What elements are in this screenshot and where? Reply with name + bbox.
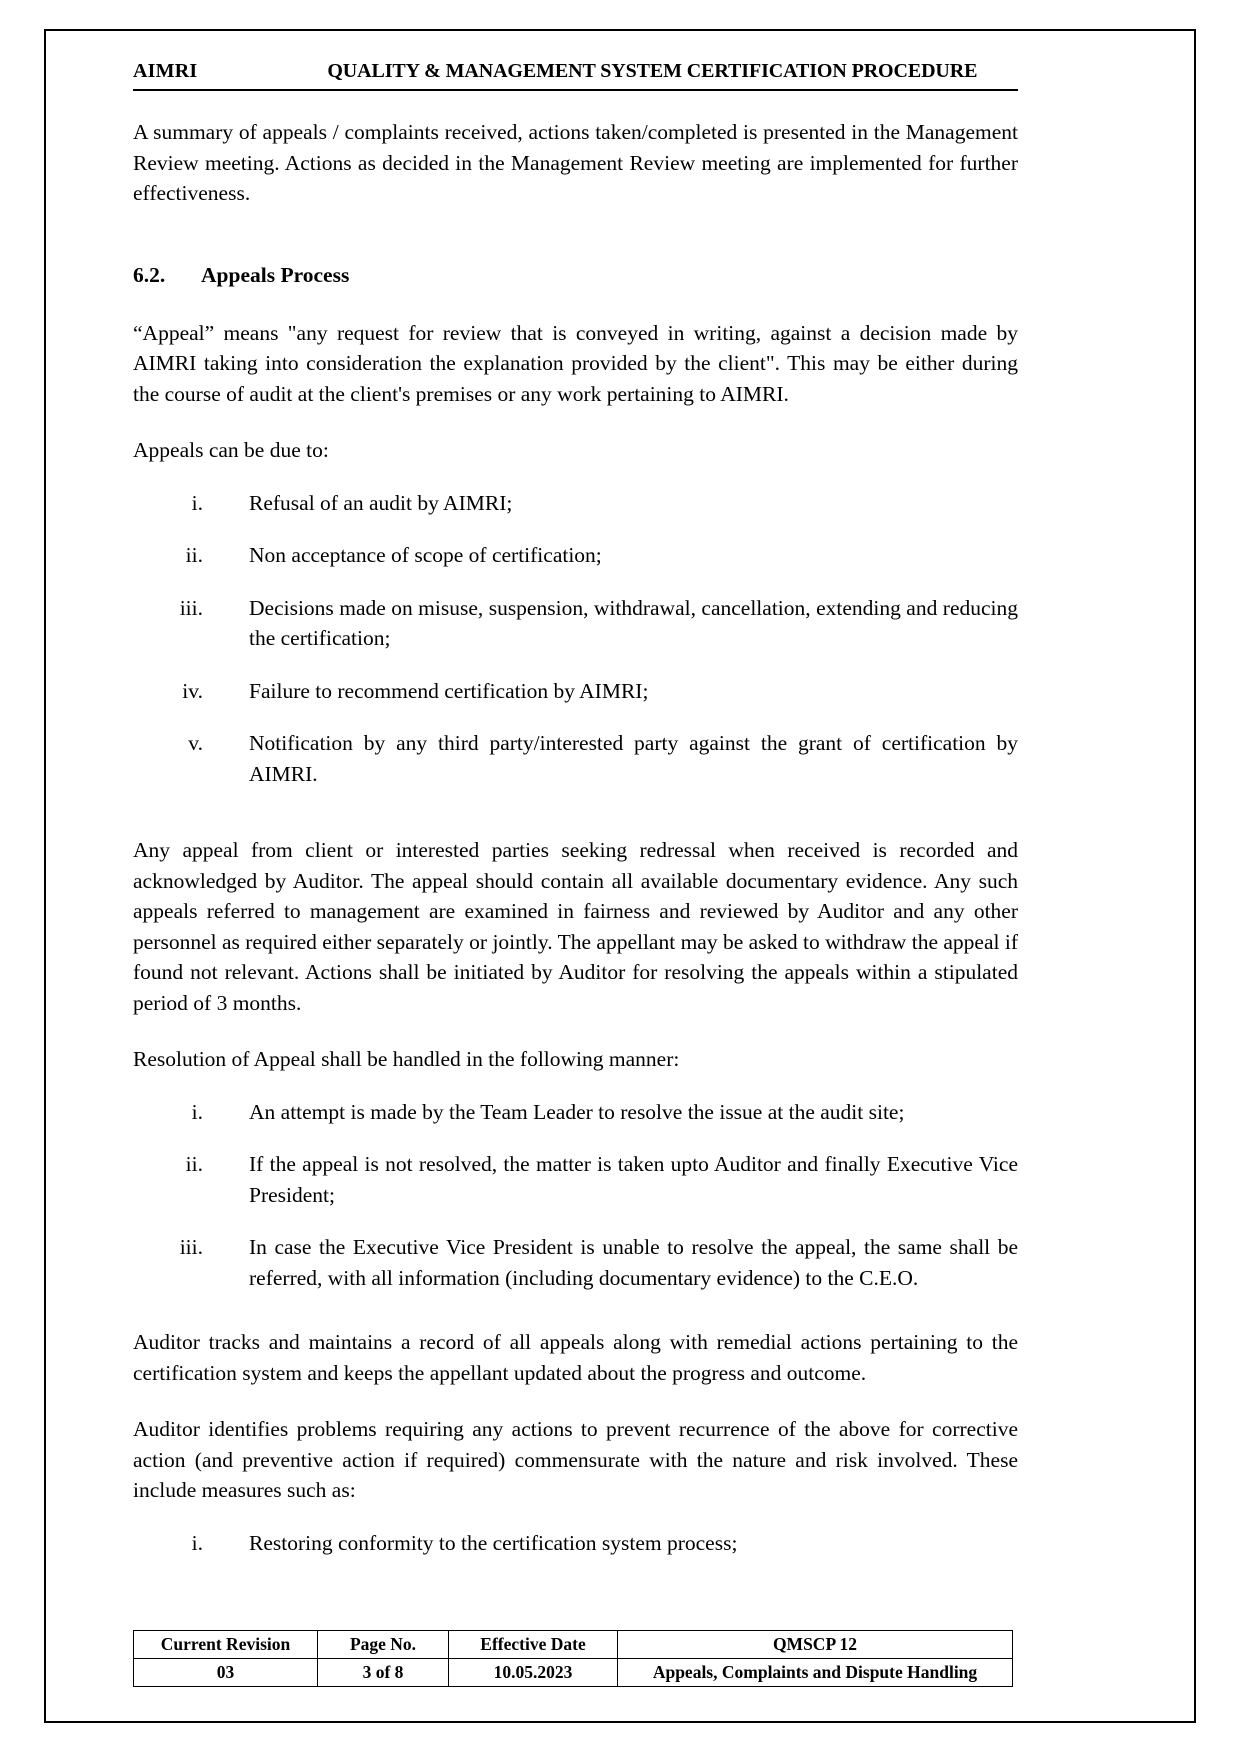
appeal-handling-paragraph: Any appeal from client or interested parties seeking redressal when received is recorded and acknowledged by Auditor. The appeal should contain all available documentary evidence. Any such appeals referred to management are examined in fairness and reviewed by Auditor and any other personnel as required either separately or jointly. The appellant may be asked to withdraw the appeal if found not relevant. Actions shall be initiated by Auditor for resolving the appeals within a stipulated period of 3 months. xyxy=(133,838,1018,1015)
list-item xyxy=(133,728,1018,789)
list-item-text: In case the Executive Vice President is unable to resolve the appeal, the same shall be referred, with all information (including documentary evidence) to the C.E.O. xyxy=(249,1235,1018,1290)
footer-cell-document-code: QMSCP 12 xyxy=(618,1631,1013,1659)
table-row xyxy=(134,1658,1013,1686)
document-header xyxy=(133,60,1018,91)
list-item-text: Restoring conformity to the certification system process; xyxy=(249,1530,738,1555)
list-marker: ii. xyxy=(185,1152,203,1177)
list-item xyxy=(133,1097,1018,1128)
intro-paragraph: A summary of appeals / complaints received, actions taken/completed is presented in the Management Review meeting. Actions as decided in the Management Review meeting are implemented for further effectiveness. xyxy=(133,120,1018,206)
appeals-due-lead-in: Appeals can be due to: xyxy=(133,438,329,463)
footer-cell-page-no-label: Page No. xyxy=(318,1631,449,1659)
document-title: QUALITY & MANAGEMENT SYSTEM CERTIFICATION PROCEDURE xyxy=(327,60,978,82)
list-item xyxy=(133,676,1018,707)
list-marker: i. xyxy=(191,490,203,515)
resolution-lead-in: Resolution of Appeal shall be handled in the following manner: xyxy=(133,1047,680,1072)
section-heading-6-2 xyxy=(133,263,1018,288)
spacer xyxy=(133,1317,1018,1327)
tracking-paragraph: Auditor tracks and maintains a record of all appeals along with remedial actions pertaining to the certification system and keeps the appellant updated about the progress and outcome. xyxy=(133,1330,1018,1385)
page-content xyxy=(133,60,1018,1583)
appeals-due-list xyxy=(133,488,1018,790)
measures-list xyxy=(133,1528,1018,1559)
resolution-list xyxy=(133,1097,1018,1294)
list-item-text: An attempt is made by the Team Leader to resolve the issue at the audit site; xyxy=(249,1099,905,1124)
spacer xyxy=(133,813,1018,835)
list-item-text: If the appeal is not resolved, the matter is taken upto Auditor and finally Executive Vice President; xyxy=(249,1152,1018,1207)
list-marker: ii. xyxy=(185,543,203,568)
list-marker: i. xyxy=(191,1530,203,1555)
list-item xyxy=(133,1528,1018,1559)
section-title: Appeals Process xyxy=(201,262,350,287)
list-item xyxy=(133,1232,1018,1293)
list-marker: iii. xyxy=(179,595,203,620)
footer-cell-current-revision-value: 03 xyxy=(134,1658,318,1686)
section-number: 6.2. xyxy=(133,262,166,287)
list-item-text: Decisions made on misuse, suspension, withdrawal, cancellation, extending and reducing the certification; xyxy=(249,595,1018,651)
list-item-text: Notification by any third party/interested party against the grant of certification by AIMRI. xyxy=(249,731,1018,786)
document-body xyxy=(133,117,1018,1559)
footer-cell-effective-date-label: Effective Date xyxy=(449,1631,618,1659)
appeal-definition-paragraph: “Appeal” means "any request for review that is conveyed in writing, against a decision made by AIMRI taking into consideration the explanation provided by the client". This may be either during the course of audit at the client's premises or any work pertaining to AIMRI. xyxy=(133,320,1018,406)
organization-name: AIMRI xyxy=(133,60,198,82)
footer-cell-document-title: Appeals, Complaints and Dispute Handling xyxy=(618,1658,1013,1686)
list-item xyxy=(133,540,1018,571)
list-item xyxy=(133,1149,1018,1210)
footer-cell-page-no-value: 3 of 8 xyxy=(318,1658,449,1686)
list-item xyxy=(133,488,1018,519)
footer-table xyxy=(133,1630,1013,1687)
list-marker: i. xyxy=(191,1099,203,1124)
footer-cell-current-revision-label: Current Revision xyxy=(134,1631,318,1659)
list-item-text: Non acceptance of scope of certification; xyxy=(249,543,602,568)
list-item-text: Failure to recommend certification by AIMRI; xyxy=(249,678,649,703)
list-item xyxy=(133,593,1018,654)
list-marker: v. xyxy=(188,731,203,756)
table-row xyxy=(134,1631,1013,1659)
corrective-action-paragraph: Auditor identifies problems requiring any actions to prevent recurrence of the above for corrective action (and preventive action if required) commensurate with the nature and risk involved. These include measures such as: xyxy=(133,1417,1018,1503)
list-item-text: Refusal of an audit by AIMRI; xyxy=(249,490,513,515)
list-marker: iii. xyxy=(179,1235,203,1260)
footer-cell-effective-date-value: 10.05.2023 xyxy=(449,1658,618,1686)
list-marker: iv. xyxy=(182,678,203,703)
